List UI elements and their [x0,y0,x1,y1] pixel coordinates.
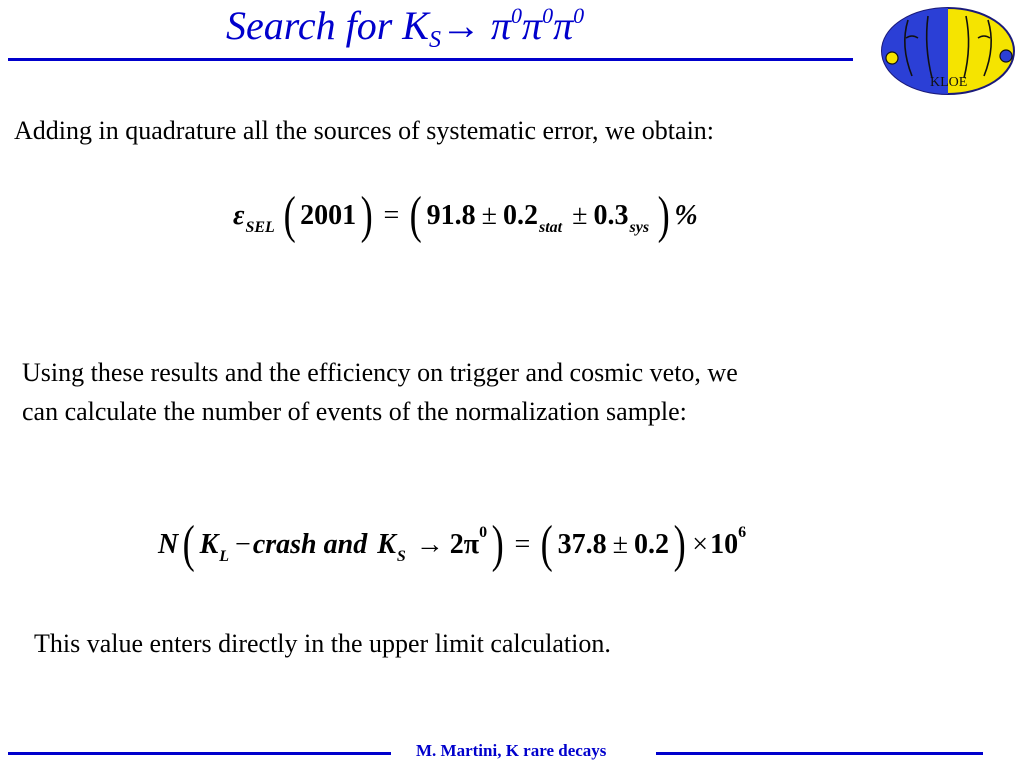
f2-crash-text: crash and [252,529,368,560]
formula-efficiency [233,186,698,246]
title-k-sub: S [428,27,441,53]
f2-equals: = [514,529,531,560]
footer-rule-right [656,752,983,755]
title-zero-2: 0 [542,3,554,28]
paragraph-normalization-line-1: Using these results and the efficiency on trigger and cosmic veto, we [22,358,738,387]
title-pi-3: π [553,3,574,48]
f1-pm-1: ± [481,200,497,231]
f1-paren-close-2: ) [657,187,670,244]
f2-kl-sub: L [219,548,230,565]
f1-paren-open-2: ( [409,187,423,244]
f1-stat-label: stat [538,219,563,236]
paragraph-normalization-line-2: can calculate the number of events of the normalization sample: [22,397,687,426]
slide-title [226,4,584,53]
f2-paren-open-2: ( [540,516,553,573]
f2-pm: ± [612,529,628,560]
f2-paren-open-1: ( [182,516,195,573]
f2-err: 0.2 [633,529,669,560]
f2-ks: K [377,529,396,560]
paragraph-normalization [22,353,738,431]
f1-paren-close-1: ) [360,187,373,244]
title-pi-2: π [522,3,543,48]
f2-times: × [692,529,709,560]
f2-minus: − [235,529,251,560]
title-pi-1: π [490,3,512,48]
title-arrow: → [440,3,481,48]
kloe-logo [878,6,1018,96]
f2-ks-sub: S [396,548,406,565]
f1-stat-err: 0.2 [502,200,538,231]
f1-value: 91.8 [426,200,476,231]
f1-equals: = [383,200,400,231]
title-underline [8,58,853,61]
f1-sys-label: sys [629,219,650,236]
title-prefix: Search for [226,3,403,48]
logo-text: KLOE [930,75,968,90]
f1-percent: % [674,200,698,231]
f1-pm-2: ± [572,200,588,231]
f2-base: 10 [710,529,739,560]
f2-value: 37.8 [557,529,607,560]
f2-paren-close-2: ) [673,516,686,573]
f2-kl: K [199,529,219,560]
title-k: K [402,3,429,48]
title-zero-3: 0 [573,3,585,28]
f1-paren-open-1: ( [283,187,296,244]
f1-epsilon-sub: SEL [245,219,275,236]
f2-paren-close-1: ) [491,516,504,573]
f2-n: N [158,529,179,560]
title-zero-1: 0 [511,3,523,28]
footer-author: M. Martini, K rare decays [416,741,607,760]
footer-rule-left [8,752,391,755]
f2-arrow: → [415,529,444,560]
paragraph-conclusion: This value enters directly in the upper limit calculation. [34,629,611,658]
f1-year: 2001 [300,200,357,231]
f2-two-pi: 2π [449,529,480,560]
paragraph-systematics: Adding in quadrature all the sources of systematic error, we obtain: [14,116,715,145]
f1-epsilon: ε [233,200,245,231]
formula-normalization [158,515,746,575]
f1-sys-err: 0.3 [593,200,629,231]
f2-exp: 6 [738,524,747,541]
f2-pi-sup: 0 [479,524,488,541]
